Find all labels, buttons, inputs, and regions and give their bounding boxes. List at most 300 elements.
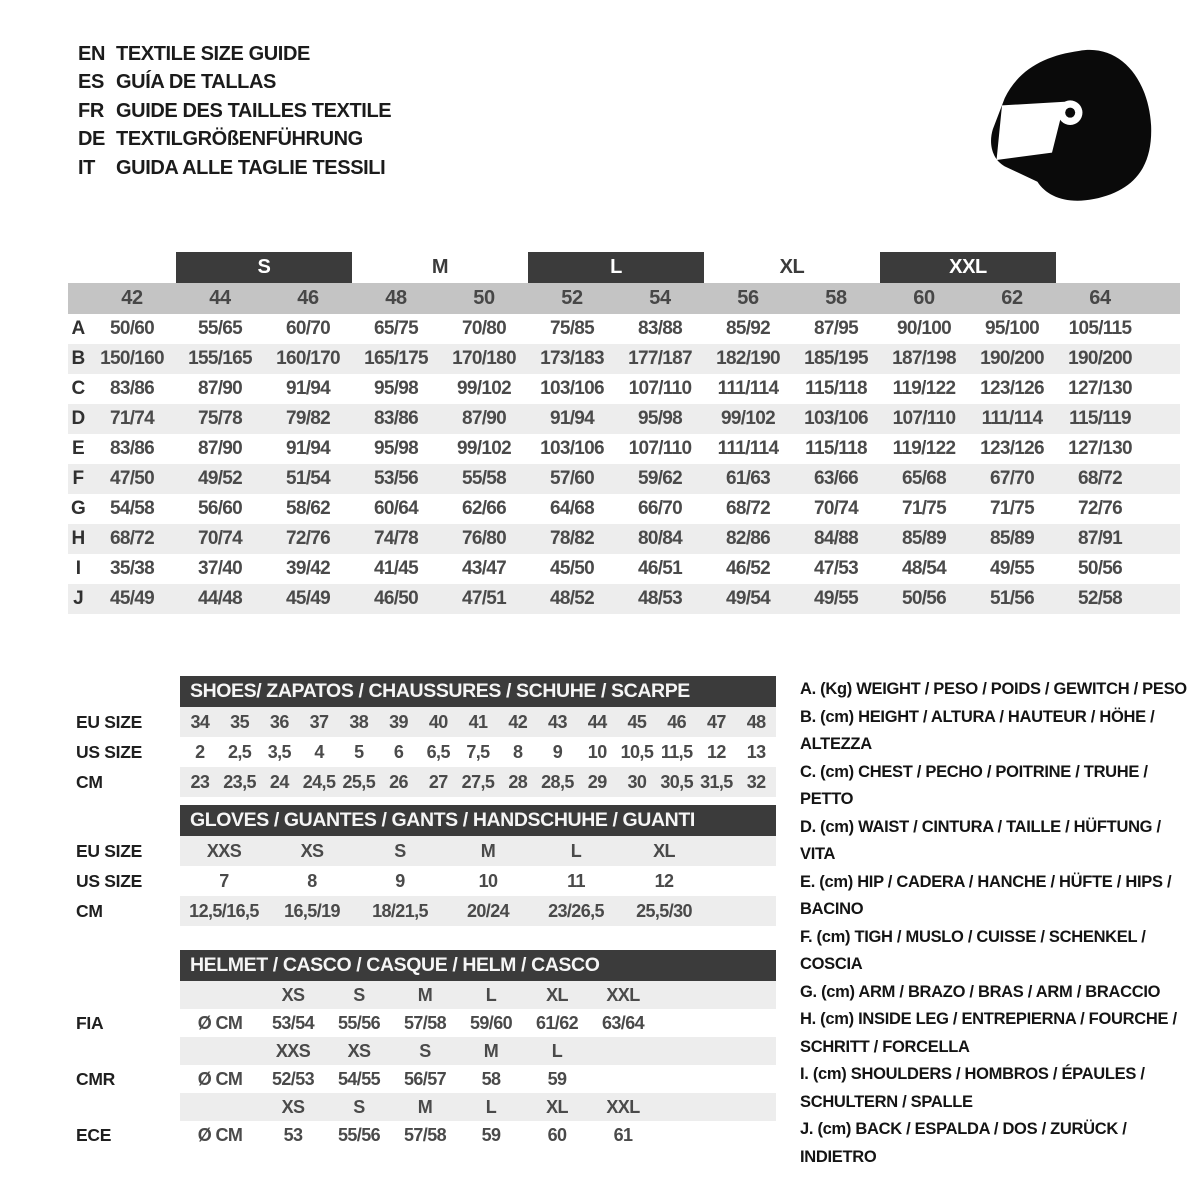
column-header-row xyxy=(68,283,1180,314)
legend-item: E. (cm) HIP / CADERA / HANCHE / HÜFTE / HIPS / BACINO xyxy=(800,872,1172,918)
size-value: 177/187 xyxy=(628,348,692,369)
legend-item: B. (cm) HEIGHT / ALTURA / HAUTEUR / HÖHE / ALTEZZA xyxy=(800,707,1155,753)
size-value: 99/102 xyxy=(721,408,775,429)
textile-size-table xyxy=(68,252,1180,614)
column-header: 64 xyxy=(1089,287,1111,309)
size-value: 2,5 xyxy=(227,741,252,762)
language-row xyxy=(78,40,391,69)
size-value: L xyxy=(570,840,582,861)
row-label xyxy=(68,1093,180,1121)
size-value: 87/90 xyxy=(197,438,243,459)
size-header-xxl: XXL xyxy=(880,252,1056,283)
size-value: 39 xyxy=(389,711,408,732)
row-values xyxy=(180,896,776,926)
size-value: 95/98 xyxy=(373,438,419,459)
measure-row-label: G xyxy=(70,498,86,519)
size-value: 44/48 xyxy=(197,588,243,609)
column-header: 42 xyxy=(121,287,143,309)
helmet-sizes xyxy=(180,1093,776,1121)
size-value: 103/106 xyxy=(540,378,604,399)
size-value: 119/122 xyxy=(892,378,956,399)
row-label: US SIZE xyxy=(76,870,142,891)
size-value: 71/75 xyxy=(989,498,1035,519)
language-title: TEXTILGRÖßENFÜHRUNG xyxy=(116,128,363,151)
size-value: 95/100 xyxy=(985,318,1039,339)
size-value: 55/56 xyxy=(337,1012,381,1033)
size-value: 49/55 xyxy=(813,588,859,609)
size-value: 63/66 xyxy=(813,468,859,489)
size-value: 79/82 xyxy=(285,408,331,429)
measure-row xyxy=(68,344,1180,374)
size-value: 75/85 xyxy=(549,318,595,339)
measure-row-label: E xyxy=(72,438,84,459)
row-label: CM xyxy=(76,900,103,921)
size-value: 57/60 xyxy=(549,468,595,489)
measure-row xyxy=(68,494,1180,524)
helmet-sizes xyxy=(180,1037,776,1065)
helmet-sizes xyxy=(180,981,776,1009)
column-header: 60 xyxy=(913,287,935,309)
measure-row xyxy=(68,434,1180,464)
size-value: 83/86 xyxy=(109,438,155,459)
legend-item: C. (cm) CHEST / PECHO / POITRINE / TRUHE / PETTO xyxy=(800,762,1148,808)
size-value: 63/64 xyxy=(601,1012,645,1033)
row-values xyxy=(180,737,776,767)
gloves-table-title: GLOVES / GUANTES / GANTS / HANDSCHUHE / GUANTI xyxy=(180,805,776,836)
size-value: M xyxy=(480,840,496,861)
size-value: 37/40 xyxy=(197,558,243,579)
gloves-size-table xyxy=(68,805,776,926)
size-value: 8 xyxy=(513,741,523,762)
helmet-size-row xyxy=(68,1037,776,1065)
size-label: M xyxy=(417,984,433,1005)
size-value: 123/126 xyxy=(980,378,1044,399)
helmet-value-row xyxy=(68,1009,776,1037)
legend-item: A. (Kg) WEIGHT / PESO / POIDS / GEWITCH / PESO xyxy=(800,680,1187,698)
size-header-l: L xyxy=(528,252,704,283)
size-header-s: S xyxy=(176,252,352,283)
column-header: 50 xyxy=(473,287,495,309)
size-value: 37 xyxy=(309,711,329,732)
size-value: 57/58 xyxy=(403,1012,447,1033)
legend-item: G. (cm) ARM / BRAZO / BRAS / ARM / BRACCIO xyxy=(800,982,1161,1001)
size-value: 173/183 xyxy=(540,348,604,369)
row-values xyxy=(180,866,776,896)
size-value: 16,5/19 xyxy=(284,900,340,921)
size-value: 10,5 xyxy=(620,741,654,762)
size-value: 95/98 xyxy=(373,378,419,399)
row-label: US SIZE xyxy=(76,741,142,762)
size-value: 12,5/16,5 xyxy=(189,900,259,921)
language-title-block xyxy=(78,40,391,183)
size-value: 10 xyxy=(587,741,607,762)
language-title: GUÍA DE TALLAS xyxy=(116,71,276,94)
size-value: 8 xyxy=(307,870,317,891)
size-value: 85/92 xyxy=(725,318,771,339)
shoes-table-title: SHOES/ ZAPATOS / CHAUSSURES / SCHUHE / SCARPE xyxy=(180,676,776,707)
measure-row-label: B xyxy=(71,348,85,369)
size-value: 87/95 xyxy=(813,318,859,339)
size-label: XXL xyxy=(606,984,640,1005)
gloves-row xyxy=(68,866,776,896)
size-value: 4 xyxy=(314,741,324,762)
measure-row xyxy=(68,404,1180,434)
shoes-size-table xyxy=(68,676,776,797)
size-value: 64/68 xyxy=(549,498,595,519)
row-values xyxy=(180,707,776,737)
gloves-row xyxy=(68,896,776,926)
unit-spacer xyxy=(180,1093,260,1121)
size-label: S xyxy=(419,1040,431,1061)
language-code: IT xyxy=(78,156,95,179)
size-value: 170/180 xyxy=(452,348,516,369)
measurement-legend xyxy=(800,676,1198,1171)
helmet-size-table xyxy=(68,950,776,1149)
size-value: 30 xyxy=(627,771,647,792)
size-value: 60/70 xyxy=(285,318,331,339)
column-header: 48 xyxy=(385,287,407,309)
size-value: 46 xyxy=(667,711,687,732)
size-label: S xyxy=(353,1096,365,1117)
size-value: 182/190 xyxy=(716,348,780,369)
size-value: 26 xyxy=(389,771,408,792)
size-label: XL xyxy=(546,1096,568,1117)
measure-row-label: J xyxy=(73,588,83,609)
size-value: 111/114 xyxy=(981,408,1043,429)
size-value: 5 xyxy=(354,741,364,762)
language-code: DE xyxy=(78,128,105,151)
size-header-m: M xyxy=(431,256,449,278)
size-value: 6 xyxy=(393,741,404,762)
size-value: 99/102 xyxy=(457,378,511,399)
size-value: 23 xyxy=(190,771,210,792)
size-value: 115/118 xyxy=(805,378,867,399)
size-value: 54/58 xyxy=(109,498,155,519)
size-label: M xyxy=(417,1096,433,1117)
size-value: 155/165 xyxy=(188,348,252,369)
size-value: 45 xyxy=(627,711,647,732)
shoes-row xyxy=(68,737,776,767)
size-value: 107/110 xyxy=(628,378,692,399)
language-code: ES xyxy=(78,71,104,94)
size-value: 75/78 xyxy=(197,408,243,429)
size-value: 45/49 xyxy=(109,588,155,609)
size-value: 52/58 xyxy=(1077,588,1123,609)
size-value: 18/21,5 xyxy=(372,900,428,921)
size-value: 25,5 xyxy=(342,771,376,792)
size-label: L xyxy=(485,1096,497,1117)
column-header: 46 xyxy=(297,287,319,309)
measure-row xyxy=(68,314,1180,344)
measure-row-label: F xyxy=(72,468,84,489)
helmet-icon xyxy=(972,32,1172,217)
size-value: 50/60 xyxy=(109,318,155,339)
measure-row xyxy=(68,554,1180,584)
measure-row-label: D xyxy=(71,408,85,429)
size-value: 12 xyxy=(654,870,674,891)
size-value: 58/62 xyxy=(285,498,331,519)
size-value: 59 xyxy=(547,1068,567,1089)
helmet-table-title: HELMET / CASCO / CASQUE / HELM / CASCO xyxy=(180,950,776,981)
size-value: 28,5 xyxy=(541,771,574,792)
row-label xyxy=(68,981,180,1009)
size-value: 115/118 xyxy=(805,438,867,459)
size-value: 74/78 xyxy=(373,528,419,549)
legend-item: F. (cm) TIGH / MUSLO / CUISSE / SCHENKEL / COSCIA xyxy=(800,927,1146,973)
size-value: 55/65 xyxy=(197,318,243,339)
size-value: 70/74 xyxy=(813,498,859,519)
language-title: TEXTILE SIZE GUIDE xyxy=(116,42,310,65)
column-header: 54 xyxy=(649,287,671,309)
size-label: L xyxy=(485,984,497,1005)
language-title: GUIDA ALLE TAGLIE TESSILI xyxy=(116,156,386,179)
size-value: 78/82 xyxy=(549,528,595,549)
size-value: 50/56 xyxy=(901,588,947,609)
size-value: 24 xyxy=(269,771,289,792)
size-value: 87/90 xyxy=(197,378,243,399)
size-value: 115/119 xyxy=(1069,408,1131,429)
size-value: 43/47 xyxy=(461,558,507,579)
measure-row-label: A xyxy=(71,318,85,339)
size-value: 11 xyxy=(567,870,585,891)
size-value: 7 xyxy=(219,870,229,891)
size-value: 53/54 xyxy=(271,1012,315,1033)
size-label: XXL xyxy=(606,1096,640,1117)
size-value: 61 xyxy=(613,1124,633,1145)
size-value: 42 xyxy=(508,711,528,732)
size-value: 103/106 xyxy=(804,408,868,429)
size-value: 71/75 xyxy=(901,498,947,519)
size-value: 165/175 xyxy=(364,348,428,369)
helmet-size-row xyxy=(68,1093,776,1121)
size-value: 65/68 xyxy=(901,468,947,489)
size-value: 44 xyxy=(587,711,607,732)
size-value: 27 xyxy=(428,771,448,792)
size-value: 62/66 xyxy=(461,498,507,519)
helmet-size-row xyxy=(68,981,776,1009)
measure-row xyxy=(68,524,1180,554)
size-value: 91/94 xyxy=(285,378,331,399)
size-label: XS xyxy=(281,984,305,1005)
measure-row xyxy=(68,374,1180,404)
size-value: 150/160 xyxy=(100,348,164,369)
size-value: 53/56 xyxy=(373,468,419,489)
size-value: 105/115 xyxy=(1068,318,1132,339)
size-value: 84/88 xyxy=(813,528,859,549)
size-value: 54/55 xyxy=(337,1068,381,1089)
visor-pivot-dot xyxy=(1065,108,1075,118)
size-value: 30,5 xyxy=(660,771,693,792)
size-value: 83/88 xyxy=(637,318,683,339)
language-title: GUIDE DES TAILLES TEXTILE xyxy=(116,99,392,122)
legend-item: D. (cm) WAIST / CINTURA / TAILLE / HÜFTUNG / VITA xyxy=(800,817,1161,863)
column-header: 52 xyxy=(561,287,583,309)
size-value: 36 xyxy=(269,711,289,732)
size-value: 60 xyxy=(547,1124,567,1145)
size-label: L xyxy=(551,1040,563,1061)
size-value: XXS xyxy=(206,840,242,861)
language-code: FR xyxy=(78,99,104,122)
size-value: 41 xyxy=(468,711,488,732)
size-value: 12 xyxy=(706,741,726,762)
measure-row xyxy=(68,584,1180,614)
size-header-xl: XL xyxy=(779,256,805,278)
size-value: 47/50 xyxy=(109,468,155,489)
size-value: 6,5 xyxy=(426,741,450,762)
size-value: 82/86 xyxy=(725,528,771,549)
size-value: 24,5 xyxy=(302,771,336,792)
size-value: 46/50 xyxy=(373,588,419,609)
unit-spacer xyxy=(180,1037,260,1065)
size-label: M xyxy=(483,1040,499,1061)
size-value: 95/98 xyxy=(637,408,683,429)
language-row xyxy=(78,69,391,98)
language-row xyxy=(78,154,391,183)
size-value: 72/76 xyxy=(285,528,331,549)
legend-item: I. (cm) SHOULDERS / HOMBROS / ÉPAULES / SCHULTERN / SPALLE xyxy=(800,1065,1145,1111)
size-value: 45/50 xyxy=(549,558,595,579)
size-value: 68/72 xyxy=(725,498,771,519)
size-value: 59/62 xyxy=(637,468,683,489)
size-value: 48/52 xyxy=(549,588,595,609)
language-code: EN xyxy=(78,42,105,65)
size-value: 46/51 xyxy=(637,558,683,579)
size-value: 190/200 xyxy=(980,348,1044,369)
size-value: 60/64 xyxy=(373,498,419,519)
size-value: 185/195 xyxy=(804,348,868,369)
size-value: 50/56 xyxy=(1077,558,1123,579)
size-value: 70/74 xyxy=(197,528,243,549)
size-value: 127/130 xyxy=(1068,378,1132,399)
size-value: 90/100 xyxy=(897,318,951,339)
size-value: 99/102 xyxy=(457,438,511,459)
size-value: 56/57 xyxy=(403,1068,447,1089)
size-value: 76/80 xyxy=(461,528,507,549)
size-value: 49/52 xyxy=(197,468,243,489)
measure-row-label: H xyxy=(71,528,85,549)
size-value: 85/89 xyxy=(901,528,947,549)
shoes-row xyxy=(68,767,776,797)
column-header: 62 xyxy=(1001,287,1023,309)
column-header: 44 xyxy=(209,287,231,309)
size-value: 51/56 xyxy=(989,588,1035,609)
size-value: 51/54 xyxy=(285,468,331,489)
size-value: 68/72 xyxy=(1077,468,1123,489)
size-value: 103/106 xyxy=(540,438,604,459)
size-value: 48 xyxy=(746,711,766,732)
row-label: EU SIZE xyxy=(76,840,142,861)
size-value: 59/60 xyxy=(469,1012,513,1033)
column-header: 58 xyxy=(825,287,847,309)
size-value: 35/38 xyxy=(109,558,155,579)
size-value: 38 xyxy=(349,711,369,732)
size-value: 43 xyxy=(548,711,567,732)
size-value: 107/110 xyxy=(892,408,956,429)
size-value: 111/114 xyxy=(717,378,779,399)
size-value: 41/45 xyxy=(373,558,419,579)
size-value: 23,5 xyxy=(223,771,256,792)
size-value: 25,5/30 xyxy=(636,900,692,921)
size-label: XXS xyxy=(275,1040,311,1061)
size-value: 107/110 xyxy=(628,438,692,459)
size-value: 48/53 xyxy=(637,588,683,609)
size-value: 40 xyxy=(428,711,448,732)
size-value: 66/70 xyxy=(637,498,683,519)
size-value: 47 xyxy=(706,711,726,732)
size-value: 31,5 xyxy=(700,771,733,792)
size-value: 46/52 xyxy=(725,558,771,579)
size-value: 119/122 xyxy=(892,438,956,459)
language-row xyxy=(78,97,391,126)
legend-item: J. (cm) BACK / ESPALDA / DOS / ZURÜCK / INDIETRO xyxy=(800,1120,1127,1166)
size-value: 55/56 xyxy=(337,1124,381,1145)
row-label: EU SIZE xyxy=(76,711,142,732)
size-value: S xyxy=(394,840,406,861)
size-value: 49/55 xyxy=(989,558,1035,579)
size-value: 32 xyxy=(746,771,766,792)
size-value: 67/70 xyxy=(989,468,1035,489)
row-label: CM xyxy=(76,771,103,792)
size-value: 56/60 xyxy=(197,498,243,519)
size-value: 160/170 xyxy=(276,348,340,369)
helmet-values xyxy=(180,1009,776,1037)
size-value: 55/58 xyxy=(461,468,507,489)
size-value: 20/24 xyxy=(466,900,510,921)
size-value: 83/86 xyxy=(109,378,155,399)
size-value: 70/80 xyxy=(461,318,507,339)
diameter-unit: Ø CM xyxy=(197,1012,243,1033)
size-value: 91/94 xyxy=(285,438,331,459)
size-value: 61/63 xyxy=(725,468,771,489)
size-value: 11,5 xyxy=(660,741,693,762)
standard-label: ECE xyxy=(76,1124,112,1145)
size-value: 34 xyxy=(190,711,210,732)
size-value: 10 xyxy=(478,870,498,891)
size-value: 23/26,5 xyxy=(548,900,604,921)
size-label: S xyxy=(353,984,365,1005)
size-value: 127/130 xyxy=(1068,438,1132,459)
size-value: 58 xyxy=(481,1068,501,1089)
size-label: XS xyxy=(281,1096,305,1117)
size-value: 190/200 xyxy=(1068,348,1132,369)
size-value: 9 xyxy=(552,741,563,762)
size-value: 53 xyxy=(283,1124,303,1145)
size-value: 29 xyxy=(587,771,607,792)
size-value: 83/86 xyxy=(373,408,419,429)
row-label xyxy=(68,1037,180,1065)
column-header: 56 xyxy=(737,287,759,309)
measure-row xyxy=(68,464,1180,494)
diameter-unit: Ø CM xyxy=(197,1068,243,1089)
size-value: 39/42 xyxy=(285,558,331,579)
measure-row-label: C xyxy=(71,378,85,399)
gloves-row xyxy=(68,836,776,866)
size-value: 71/74 xyxy=(109,408,155,429)
size-label: XS xyxy=(347,1040,371,1061)
helmet-values xyxy=(180,1065,776,1093)
helmet-value-row xyxy=(68,1065,776,1093)
size-value: 13 xyxy=(746,741,766,762)
size-value: 68/72 xyxy=(109,528,155,549)
size-value: 57/58 xyxy=(403,1124,447,1145)
shoes-row xyxy=(68,707,776,737)
size-value: XS xyxy=(300,840,324,861)
size-value: 61/62 xyxy=(535,1012,579,1033)
size-header-band xyxy=(68,252,1180,283)
helmet-values xyxy=(180,1121,776,1149)
measure-row-label: I xyxy=(75,558,81,579)
size-value: 65/75 xyxy=(373,318,419,339)
